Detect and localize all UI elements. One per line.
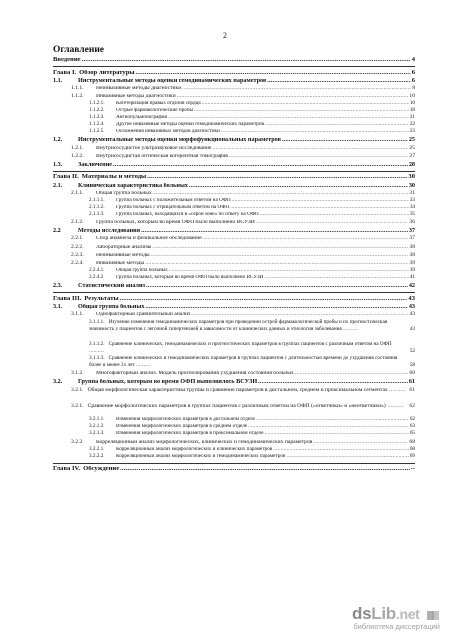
toc-leader-dots [257, 379, 408, 385]
toc-entry-title: Ангиопульмонография [116, 115, 167, 121]
toc-entry[interactable] [53, 296, 415, 303]
toc-leader-dots [135, 70, 411, 77]
toc-entry[interactable] [53, 183, 415, 189]
toc-entry[interactable] [71, 236, 415, 242]
toc-entry-number: 1.1.2.3. [89, 114, 105, 121]
toc-entry[interactable] [89, 198, 415, 203]
toc-entry-title: Общая группа больных [116, 268, 168, 273]
toc-entry-title: Группа больных, которым во время ОФП было выполнено ВСУЗИ [116, 275, 264, 280]
toc-entry-number: 2.2.3. [71, 251, 84, 258]
toc-entry-title: Группа больных, находящихся в «серой зоне» по ответу на ОФП [116, 211, 259, 217]
toc-leader-dots [231, 198, 409, 203]
toc-entry[interactable] [89, 355, 415, 369]
toc-entry-title: Общая группа больных [78, 303, 145, 310]
toc-leader-dots: .......... [89, 347, 104, 354]
toc-entry-number: 3.2.1. [71, 387, 84, 394]
toc-entry[interactable] [71, 94, 415, 100]
toc-leader-dots [220, 129, 409, 134]
toc-leader-dots [150, 253, 409, 259]
toc-entry-number: 3.1. [53, 302, 63, 310]
toc-leader-dots [152, 191, 409, 197]
toc-entry-page: 69 [409, 452, 415, 459]
toc-entry-page: 61 [409, 387, 415, 394]
toc-entry-title: Сравнение морфологических параметров в группах пациентов с различным ответом на ОФП («ответчики» и «неответчики») [87, 402, 386, 409]
toc-entry-page: -- [410, 465, 415, 472]
toc-leader-dots [151, 245, 408, 251]
toc-entry-title: Сравнение клинических, гемодинамических и прогностических параметров в группах пациентов с различным ответом на ОФП [108, 340, 392, 347]
toc-entry-title: Инструментальные методы оценки морфофункциональных параметров [78, 137, 281, 144]
toc-leader-dots [176, 94, 409, 100]
toc-entry[interactable] [71, 371, 415, 377]
toc-entry-title: Заключение [78, 161, 113, 168]
toc-entry[interactable] [71, 220, 415, 226]
toc-entry-page: 58 [409, 362, 415, 369]
toc-entry[interactable] [71, 154, 415, 160]
toc-entry-number: 1.1.2.5. [89, 128, 105, 135]
toc-entry-page: 28 [408, 160, 415, 168]
toc-entry[interactable] [89, 268, 415, 273]
toc-entry-title: Корреляционный анализ морфологических и гемодинамических параметров [116, 453, 286, 459]
toc-entry[interactable] [71, 86, 415, 92]
toc-entry-number: 3.1.1.2. [89, 340, 105, 347]
toc-entry[interactable] [53, 57, 415, 64]
toc-entry[interactable] [53, 137, 415, 143]
toc-entry-page: 25 [409, 144, 415, 151]
toc-leader-dots [247, 424, 409, 429]
toc-leader-dots [228, 154, 409, 160]
toc-entry-page: 25 [408, 136, 415, 144]
toc-entry[interactable] [71, 440, 415, 446]
toc-entry-page: 60 [409, 369, 415, 376]
toc-entry-title: Обзор литературы [79, 69, 135, 76]
toc-entry[interactable] [53, 466, 415, 473]
toc-entry-page: 65 [409, 430, 415, 437]
toc-leader-dots [255, 417, 409, 422]
toc-entry-page: 23 [409, 128, 415, 135]
toc-entry[interactable] [71, 191, 415, 197]
toc-entry-number: Глава I. [53, 68, 77, 76]
toc-entry[interactable] [89, 205, 415, 210]
toc-entry-title: Изменения морфологических параметров в проксимальном отделе [116, 431, 264, 437]
toc-leader-dots: .......... [385, 402, 404, 409]
toc-leader-dots [119, 296, 408, 303]
toc-entry-page: 62 [409, 402, 415, 409]
toc-entry[interactable] [89, 101, 415, 106]
toc-entry-number: 1.2.1. [71, 144, 84, 151]
toc-entry-number: 3.2.2. [71, 438, 84, 445]
toc-leader-dots: .......... [341, 326, 359, 333]
toc-entry-title: Общая морфологическая характеристика группы и сравнение параметров в дистальном, среднем и проксимальном сегментах [87, 387, 388, 394]
toc-entry[interactable] [89, 319, 415, 333]
toc-leader-dots [281, 137, 408, 143]
toc-entry-page: 61 [408, 378, 415, 386]
toc-entry-page: 8 [412, 84, 415, 91]
toc-entry-page: 38 [409, 243, 415, 250]
toc-entry[interactable] [89, 424, 415, 429]
toc-entry-number: 2.2.4.2 [89, 274, 104, 280]
toc-leader-dots [259, 212, 409, 217]
toc-entry-page: 37 [408, 227, 415, 235]
toc-entry-page: 39 [409, 260, 415, 266]
toc-entry[interactable] [89, 122, 415, 127]
toc-leader-dots [264, 122, 409, 127]
toc-entry-number: 1.1.2.2. [89, 107, 105, 114]
toc-entry-page: 43 [409, 326, 415, 333]
toc-entry-page: 18 [409, 107, 415, 114]
toc-entry[interactable] [71, 261, 415, 267]
toc-entry[interactable] [89, 108, 415, 113]
toc-entry-title: Материалы и методы [81, 174, 147, 181]
toc-leader-dots [167, 115, 409, 120]
toc-entry-title: Неинвазивные методы [96, 252, 150, 258]
toc-entry[interactable] [71, 387, 415, 395]
toc-entry-page: 33 [409, 196, 415, 203]
toc-entry-number: 3.1.1. [71, 311, 84, 318]
toc-entry-number: 1.2. [53, 136, 63, 144]
toc-entry-page: 39 [409, 267, 415, 273]
toc-entry-title: Введение [53, 57, 81, 63]
toc-leader-dots [188, 183, 408, 189]
toc-entry-number: Глава III. [53, 294, 82, 302]
toc-entry-number: 1.1.1. [71, 84, 84, 91]
toc-entry-title: Острые фармакологические пробы [116, 108, 193, 114]
toc-entry-number: Глава IV. [53, 465, 81, 472]
toc-entry-title: Общая группа больных [96, 190, 152, 196]
toc-entry-number: 3.2.1. [71, 402, 84, 409]
toc-entry[interactable] [53, 283, 415, 289]
toc-entry-page: 38 [409, 251, 415, 258]
toc-leader-dots [202, 236, 409, 242]
toc-entry-page: 10 [409, 93, 415, 100]
toc-leader-dots [294, 371, 409, 377]
toc-entry-number: 2.2.2. [71, 243, 84, 250]
watermark-subtitle: библиотека диссертаций [353, 622, 440, 631]
toc-entry-title: Группа больных, которым во время ОФП выполнялось ВСУЗИ [78, 379, 258, 386]
toc-entry-number: 2.1.1. [71, 189, 84, 196]
toc-entry-number: Глава II. [53, 173, 79, 181]
toc-leader-dots [190, 312, 408, 318]
toc-leader-dots [168, 268, 409, 273]
toc-leader-dots [181, 86, 411, 92]
toc-entry-number: 1.1.2.1. [89, 100, 105, 107]
watermark-logo: dsLib.net [352, 604, 440, 624]
toc-entry-page: 6 [411, 68, 415, 76]
toc-entry-title: Инвазивные методы [96, 261, 145, 266]
toc-entry-page: 36 [409, 219, 415, 225]
toc-entry-number: 3.1.2. [71, 369, 84, 376]
toc-entry-title: Инструментальные методы оценки гемодинамических параметров [78, 77, 267, 84]
toc-entry-number: 2.3. [53, 282, 63, 290]
toc-entry[interactable] [89, 341, 415, 355]
toc-entry-number: 2.1.1.2. [89, 203, 105, 210]
toc-entry[interactable] [53, 162, 415, 168]
toc-entry-page: 31 [409, 189, 415, 196]
toc-entry-title: Корреляционный анализ морфологических, клинических и гемодинамических параметров [96, 439, 313, 445]
toc-entry-page: 27 [409, 152, 415, 159]
toc-entry-number: 2.1.1.3. [89, 210, 105, 217]
toc-entry-title: Осложнения инвазивных методов диагностики [116, 129, 220, 135]
page-number: 2 [223, 31, 227, 40]
toc-entry-page: 21 [409, 114, 415, 121]
toc-entry-number: 1.1. [53, 76, 63, 84]
toc-entry-page: 34 [409, 203, 415, 210]
toc-entry-title: Сбор анамнеза и физикальное обследование [96, 236, 202, 242]
toc-entry-page: 10 [409, 100, 415, 107]
toc-entry-title: Группа больных с отрицательным ответом на ОФП [116, 204, 230, 210]
watermark [352, 604, 440, 631]
toc-entry[interactable] [89, 417, 415, 422]
toc-leader-dots [144, 304, 407, 310]
chapter-divider [53, 171, 415, 172]
toc-leader-dots [285, 454, 408, 459]
toc-entry[interactable] [89, 129, 415, 134]
toc-leader-dots [144, 261, 408, 267]
toc-entry-title: Методы исследования [78, 228, 141, 235]
toc-leader-dots [229, 205, 409, 210]
toc-entry-title: Клиническая характеристика больных [78, 182, 188, 189]
toc-entry-number: 2.2.4. [71, 260, 84, 266]
toc-entry-number: 3.1.1.3. [89, 355, 105, 362]
toc-entry-page: 68 [409, 445, 415, 452]
toc-entry-number: 2.1.2. [71, 219, 84, 225]
toc-entry-title: Корреляционный анализ морфологических и клинических параметров [116, 446, 273, 452]
toc-entry[interactable] [53, 174, 415, 181]
toc-leader-dots [211, 146, 408, 152]
toc-entry-title: Другие инвазивные методы оценки гемодинамических параметров [116, 122, 264, 128]
toc-entry-number: 1.1.2. [71, 93, 84, 100]
toc-entry-page: 68 [409, 438, 415, 445]
toc-entry-title: Статистический анализ [78, 283, 146, 290]
toc-entry[interactable] [53, 228, 415, 234]
toc-entry-page: 62 [409, 416, 415, 423]
toc-entry-title: Изменения морфологических параметров в дистальном отделе [116, 417, 255, 423]
toc-leader-dots [193, 108, 409, 113]
toc-entry-page: 41 [409, 274, 415, 280]
toc-entry-page: 43 [409, 311, 415, 318]
toc-entry-title: Внутрисосудистое ультразвуковое исследование [96, 145, 212, 151]
toc-entry-page: 6 [411, 76, 415, 84]
toc-entry-page: 42 [408, 282, 415, 290]
toc-leader-dots: .......... [387, 387, 406, 394]
toc-entry-number: 3.2.1.1. [89, 416, 105, 423]
toc-entry-number: 3.2.2.1. [89, 445, 105, 452]
toc-leader-dots: .......... [134, 362, 152, 369]
toc-entry[interactable] [71, 146, 415, 152]
toc-entry-page: 37 [409, 235, 415, 242]
toc-entry-title: Группа больных, которым во время ОФП было выполнено ВСУЗИ [96, 220, 255, 225]
toc-leader-dots [145, 283, 408, 289]
toc-entry-number: 3.2.1.2. [89, 423, 105, 430]
toc-leader-dots [81, 57, 411, 64]
toc-entry-number: 3.2.2.2. [89, 452, 105, 459]
toc-entry-number: 3.2.1.3. [89, 430, 105, 437]
toc-leader-dots [263, 275, 409, 280]
toc-entry-title: Группа больных с положительным ответом на ОФП [116, 197, 231, 203]
chapter-divider [53, 463, 415, 464]
toc-entry-number: 2.1.1.1. [89, 196, 105, 203]
toc-entry-title: Однофакторный сравнительный анализ [96, 312, 191, 318]
toc-entry[interactable] [71, 253, 415, 259]
toc-entry-page: 30 [408, 173, 415, 181]
toc-leader-dots [201, 101, 409, 106]
toc-entry-title: Инвазивные методы диагностики [96, 94, 176, 100]
toc-entry[interactable] [89, 212, 415, 217]
toc-entry[interactable] [89, 275, 415, 280]
toc-entry-number: 3.2. [53, 378, 63, 386]
toc-entry-number: 3.1.1.1. [89, 319, 105, 326]
chapter-divider [53, 66, 415, 67]
toc-entry-title: Сравнение клинических и гемодинамических параметров в группах пациентов с длительностью времени до ухудшения состояния более и менее 2х лет [89, 355, 398, 369]
toc-entry-title: Результаты [84, 295, 119, 302]
toc-leader-dots [112, 162, 408, 168]
toc-entry-page: 30 [408, 181, 415, 189]
toc-entry-number: 1.3. [53, 160, 63, 168]
toc-entry-title: Многофакторный анализ. Модель прогнозирования ухудшения состояния больных [96, 370, 294, 376]
toc-entry[interactable] [53, 304, 415, 310]
toc-entry-page: 4 [411, 56, 415, 63]
toc-leader-dots [312, 440, 408, 446]
toc-entry-number: 2.2.1. [71, 235, 84, 242]
chapter-divider [53, 292, 415, 293]
toc-entry-number: 2.2 [53, 227, 61, 235]
toc-entry-number: 1.2.2. [71, 152, 84, 159]
toc-entry-page: 35 [409, 210, 415, 217]
toc-entry[interactable] [89, 431, 415, 436]
toc-entry-title: Катетеризация правых отделов сердца [116, 101, 201, 107]
book-icon [426, 608, 440, 622]
toc-entry-title: Внутрисосудистая оптическая когерентная томография [96, 153, 228, 159]
toc-entry-number: 1.1.2.4. [89, 121, 105, 128]
toc-entry-title: Обсуждение [83, 466, 120, 472]
toc-entry-number: 2.2.4.1. [89, 267, 105, 273]
toc-leader-dots [272, 447, 409, 452]
toc-entry[interactable] [53, 70, 415, 77]
toc-leader-dots [264, 431, 409, 436]
toc-leader-dots [255, 220, 409, 226]
toc-entry-title: Изменения морфологических параметров в среднем отделе [116, 424, 248, 430]
toc-entry-number: 2.1. [53, 181, 63, 189]
toc-title: Оглавление [53, 45, 105, 55]
toc-entry[interactable] [71, 245, 415, 251]
toc-leader-dots [266, 78, 411, 84]
toc-entry-title: Неинвазивные методы диагностики [96, 85, 182, 91]
toc-entry-page: 22 [409, 121, 415, 128]
toc-entry-title: Изучение изменения гемодинамических параметров при проведении острой фармакологической пробы и их прогностическая значимость у пациентов с легочной гипертензией в зависимости от клинических данных и этиологии заболевания [89, 319, 388, 333]
toc-entry-page: 43 [408, 294, 415, 302]
toc-entry-title: Лабораторные анализы [96, 244, 152, 250]
toc-entry[interactable] [71, 403, 415, 411]
toc-entry[interactable] [89, 115, 415, 120]
toc-entry[interactable] [89, 447, 415, 452]
toc-entry-page: 43 [408, 302, 415, 310]
toc-entry[interactable] [71, 312, 415, 318]
toc-entry-page: 52 [409, 347, 415, 354]
toc-entry[interactable] [53, 379, 415, 385]
toc-leader-dots [146, 174, 407, 181]
toc-leader-dots [140, 228, 408, 234]
toc-entry-page: 63 [409, 423, 415, 430]
toc-entry[interactable] [89, 454, 415, 459]
toc-leader-dots [119, 466, 409, 473]
toc-entry[interactable] [53, 78, 415, 84]
